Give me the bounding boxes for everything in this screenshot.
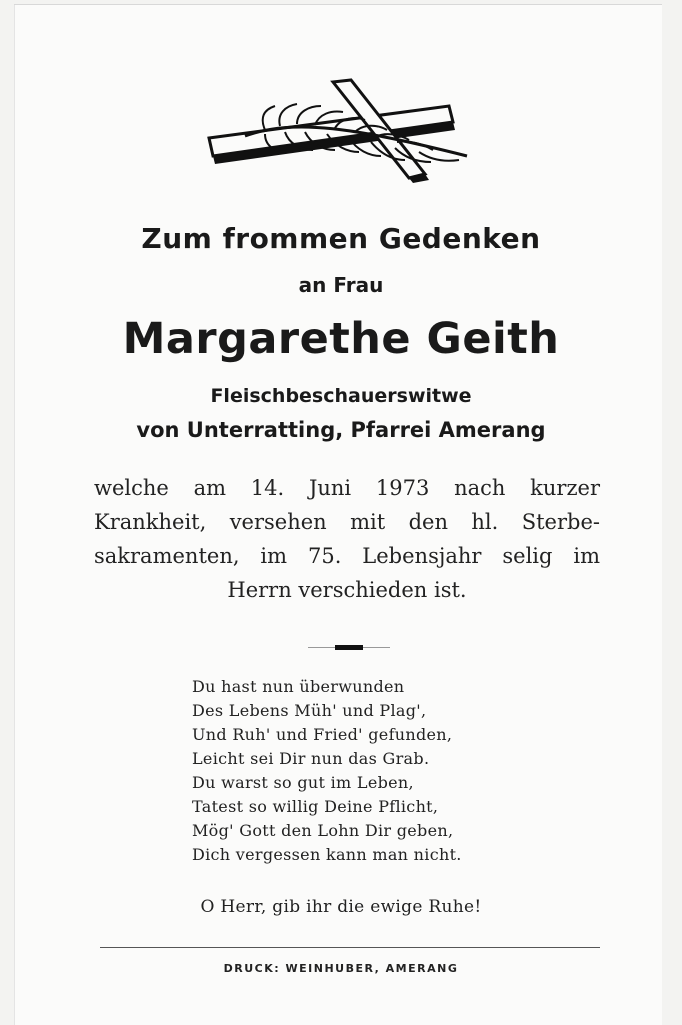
obituary-line: Herrn verschieden ist. [227,578,467,602]
occupation: Fleischbeschauerswitwe [210,385,472,407]
poem-line: Und Ruh' und Fried' gefunden, [192,725,453,744]
obituary-line: Krankheit, versehen mit den hl. Sterbe- [94,510,600,534]
closing-prayer: O Herr, gib ihr die ewige Ruhe! [200,897,482,917]
poem-line: Du warst so gut im Leben, [192,773,414,792]
card-title: Zum frommen Gedenken [141,222,541,255]
salutation: an Frau [298,273,384,297]
poem [192,675,532,867]
poem-line: Des Lebens Müh' und Plag', [192,701,427,720]
poem-line: Dich vergessen kann man nicht. [192,845,462,864]
obituary-line: sakramenten, im 75. Lebensjahr selig im [94,544,600,568]
obituary-line: welche am 14. Juni 1973 nach kurzer [94,476,600,500]
poem-line: Mög' Gott den Lohn Dir geben, [192,821,454,840]
deceased-name: Margarethe Geith [122,314,560,364]
ornamental-divider [308,644,390,650]
poem-line: Du hast nun überwunden [192,677,405,696]
origin: von Unterratting, Pfarrei Amerang [136,418,546,442]
poem-line: Leicht sei Dir nun das Grab. [192,749,430,768]
cross-with-palm-branch-icon [205,78,475,183]
poem-line: Tatest so willig Deine Pflicht, [192,797,439,816]
printer-credit: DRUCK: WEINHUBER, AMERANG [223,962,459,975]
footer-rule [100,947,600,948]
